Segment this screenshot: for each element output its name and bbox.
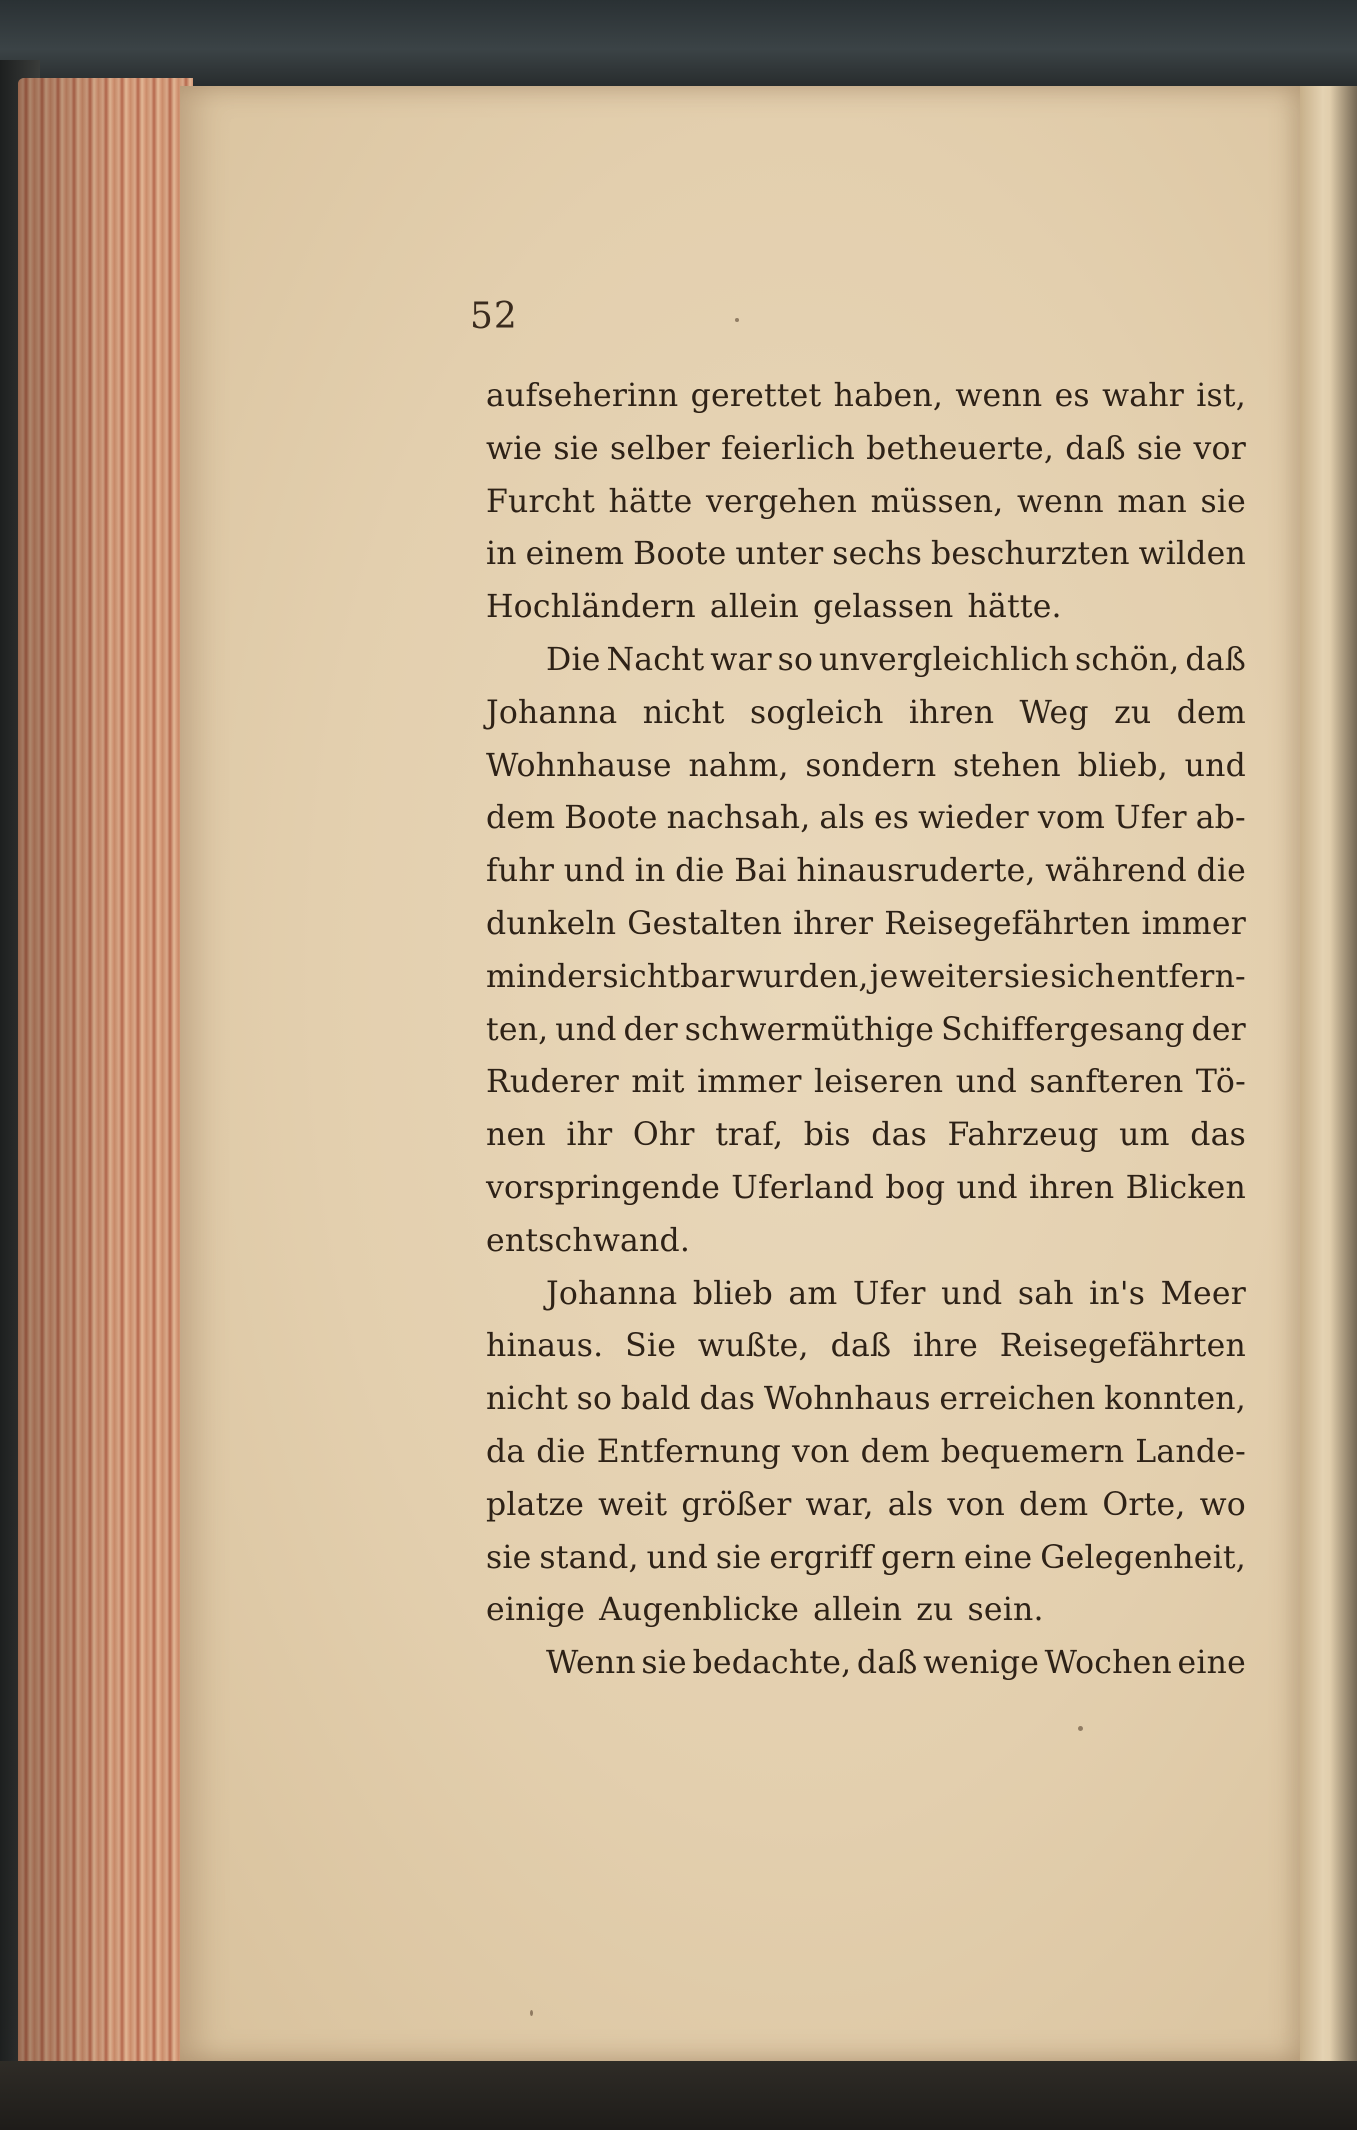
text-line [486, 792, 1246, 845]
text-word: ihren [1029, 1169, 1115, 1206]
text-word: und [563, 853, 626, 890]
text-word: entfern- [1116, 958, 1246, 995]
text-word: wo [1199, 1486, 1246, 1523]
text-word: vor [1193, 430, 1246, 467]
text-word: am [788, 1275, 838, 1312]
text-word: es [873, 800, 910, 837]
text-line [486, 951, 1246, 1004]
text-word: wahr [1102, 378, 1184, 414]
text-word: Ohr [632, 1117, 695, 1154]
text-word: war [710, 641, 772, 678]
text-word: der [623, 1011, 678, 1048]
text-word: Boote [564, 800, 658, 837]
text-line [486, 845, 1246, 898]
text-word: Johanna [486, 694, 618, 731]
text-line [486, 1479, 1246, 1532]
text-line [486, 634, 1246, 687]
text-word: wußte, [697, 1328, 809, 1365]
text-word: gerettet [690, 378, 822, 414]
text-word: Boote [633, 536, 727, 573]
text-word: es [1054, 378, 1090, 414]
text-word: gelassen [813, 589, 954, 626]
text-word: bog [885, 1169, 946, 1206]
text-word: sie [486, 1539, 532, 1576]
text-word: Reisegefährten [884, 905, 1131, 942]
text-word: als [887, 1486, 934, 1523]
text-word: vorspringende [486, 1169, 721, 1206]
text-word: während [1045, 853, 1187, 890]
text-word: allein [709, 589, 799, 626]
text-word: sondern [805, 747, 937, 784]
text-word: Bai [734, 853, 787, 890]
text-word: bald [620, 1381, 691, 1418]
text-word: Ufer [1114, 800, 1187, 837]
text-word: wurden, [735, 958, 869, 995]
text-word: wie [486, 430, 543, 467]
text-word: so [576, 1381, 613, 1418]
text-word: Ruderer [486, 1064, 619, 1101]
text-word: sichtbar [602, 958, 735, 995]
text-word: sah [1017, 1275, 1074, 1312]
text-word: die [1196, 853, 1246, 890]
text-word: sie [1136, 430, 1183, 467]
text-word: daß [856, 1645, 918, 1682]
text-line [486, 476, 1246, 529]
text-word: sie [1003, 958, 1050, 995]
text-word: je [869, 958, 899, 995]
text-word: nicht [642, 694, 725, 731]
text-word: zu [916, 1592, 954, 1629]
text-word: und [646, 1539, 708, 1576]
text-word: Orte, [1102, 1486, 1186, 1523]
text-word: Wenn [546, 1645, 636, 1682]
text-word: vergehen [706, 483, 858, 520]
text-word: eine [963, 1539, 1033, 1576]
text-word: schwermüthige [684, 1011, 935, 1048]
text-word: müssen, [870, 483, 1004, 520]
text-word: Hochländern [486, 589, 696, 626]
text-line [486, 1109, 1246, 1162]
text-word: größer [681, 1486, 792, 1523]
text-word: eine [1177, 1645, 1246, 1682]
text-word: blieb [692, 1275, 773, 1312]
text-line [486, 740, 1246, 793]
paper-speck [735, 318, 739, 322]
text-word: daß [1185, 641, 1246, 678]
text-word: gern [881, 1539, 956, 1576]
text-word: sein. [967, 1592, 1044, 1629]
text-word: Lande- [1135, 1433, 1246, 1470]
text-word: nen [486, 1117, 546, 1154]
text-word: so [777, 641, 814, 678]
text-word: wenn [1016, 483, 1104, 520]
text-word: haben, [833, 378, 944, 414]
text-line [486, 1320, 1246, 1373]
text-word: da [486, 1433, 526, 1470]
text-word: beschurzten [931, 536, 1130, 573]
text-word: dem [1176, 694, 1246, 731]
text-line [486, 898, 1246, 951]
text-line [486, 687, 1246, 740]
text-word: immer [697, 1064, 802, 1101]
text-word: von [947, 1486, 1005, 1523]
text-line [486, 1215, 1246, 1268]
text-word: die [675, 853, 725, 890]
text-line [486, 1532, 1246, 1585]
text-word: Nacht [606, 641, 705, 678]
text-word: weiter [899, 958, 1003, 995]
text-word: zu [1114, 694, 1152, 731]
text-word: wenige [923, 1645, 1040, 1682]
text-word: Meer [1160, 1275, 1246, 1312]
text-word: platze [486, 1486, 585, 1523]
text-word: dem [1019, 1486, 1089, 1523]
text-word: sechs [832, 536, 923, 573]
text-word: sie [553, 430, 599, 467]
text-word: der [1191, 1011, 1246, 1048]
text-word: sie [1200, 483, 1246, 520]
text-word: betheuerte, [866, 430, 1055, 467]
text-word: sanfteren [1029, 1064, 1184, 1101]
text-word: nachsah, [666, 800, 811, 837]
text-word: dem [486, 800, 556, 837]
text-word: das [871, 1117, 927, 1154]
text-word: bis [803, 1117, 851, 1154]
text-word: Wochen [1044, 1645, 1172, 1682]
text-word: Uferland [731, 1169, 875, 1206]
body-text [486, 370, 1246, 1690]
text-word: hätte [608, 483, 693, 520]
text-word: nahm, [688, 747, 789, 784]
text-word: daß [1065, 430, 1126, 467]
text-word: Augenblicke [599, 1592, 800, 1629]
text-word: blieb, [1077, 747, 1168, 784]
text-word: und [1184, 747, 1246, 784]
text-word: von [791, 1433, 850, 1470]
text-word: ihr [566, 1117, 613, 1154]
book-cover-top [0, 0, 1357, 90]
book-bottom-edge [0, 2061, 1357, 2130]
text-word: wieder [918, 800, 1029, 837]
text-word: Gestalten [627, 905, 783, 942]
text-word: mit [631, 1064, 685, 1101]
text-word: nicht [486, 1381, 568, 1418]
text-word: sie [715, 1539, 762, 1576]
text-word: Fahrzeug [947, 1117, 1099, 1154]
paper-speck [1078, 1726, 1083, 1731]
text-word: Gelegenheit, [1040, 1539, 1246, 1576]
text-word: die [536, 1433, 586, 1470]
text-word: ten, [486, 1011, 549, 1048]
text-line [486, 581, 1246, 634]
text-word: einem [525, 536, 625, 573]
text-word: fuhr [486, 853, 555, 890]
text-word: unter [735, 536, 824, 573]
text-word: dunkeln [486, 905, 617, 942]
text-word: vom [1037, 800, 1106, 837]
text-word: Reisegefährten [999, 1328, 1246, 1365]
text-word: Blicken [1125, 1169, 1246, 1206]
text-word: und [555, 1011, 617, 1048]
text-word: und [956, 1169, 1018, 1206]
text-word: Weg [1019, 694, 1089, 731]
text-word: konnten, [1104, 1381, 1246, 1418]
text-word: ihre [913, 1328, 978, 1365]
text-word: ab- [1195, 800, 1246, 837]
text-word: Schiffergesang [941, 1011, 1185, 1048]
paper-speck [530, 2010, 533, 2016]
text-word: war, [805, 1486, 874, 1523]
text-word: hätte. [967, 589, 1062, 626]
text-word: man [1117, 483, 1187, 520]
text-word: Johanna [546, 1275, 678, 1312]
text-word: stehen [953, 747, 1061, 784]
text-word: Wohnhause [486, 747, 672, 784]
text-word: Sie [625, 1328, 677, 1365]
text-word: Die [546, 641, 601, 678]
text-word: ihren [908, 694, 995, 731]
text-word: bedachte, [692, 1645, 852, 1682]
text-word: hinaus. [486, 1328, 604, 1365]
text-word: wenn [955, 378, 1043, 414]
text-word: in's [1089, 1275, 1146, 1312]
text-word: entschwand. [486, 1222, 691, 1259]
text-word: feierlich [721, 430, 856, 467]
text-word: unvergleichlich [819, 641, 1070, 678]
text-line [486, 1004, 1246, 1057]
text-word: in [486, 536, 517, 573]
text-word: Entfernung [596, 1433, 782, 1470]
text-word: selber [610, 430, 710, 467]
text-word: immer [1141, 905, 1246, 942]
text-line [486, 1637, 1246, 1690]
text-word: wilden [1138, 536, 1246, 573]
text-word: einige [486, 1592, 586, 1629]
text-line [486, 528, 1246, 581]
binding-shadow [1330, 86, 1357, 2130]
text-word: hinausruderte, [796, 853, 1036, 890]
text-word: aufseherinn [486, 378, 679, 414]
text-word: ist, [1196, 378, 1246, 414]
text-word: schön, [1074, 641, 1180, 678]
text-word: erreichen [939, 1381, 1096, 1418]
text-word: als [819, 800, 865, 837]
text-line [486, 423, 1246, 476]
text-word: traf, [715, 1117, 784, 1154]
text-line [486, 1268, 1246, 1321]
text-word: das [699, 1381, 756, 1418]
text-word: Furcht [486, 483, 595, 520]
text-line [486, 1162, 1246, 1215]
text-word: Wohnhaus [763, 1381, 931, 1418]
text-word: und [941, 1275, 1003, 1312]
text-word: sich [1050, 958, 1116, 995]
text-word: um [1119, 1117, 1170, 1154]
text-word: sie [641, 1645, 687, 1682]
text-word: minder [486, 958, 602, 995]
text-word: leiseren [814, 1064, 944, 1101]
text-line [486, 1373, 1246, 1426]
text-word: in [634, 853, 666, 890]
text-line [486, 370, 1246, 423]
text-line [486, 1426, 1246, 1479]
text-word: stand, [539, 1539, 639, 1576]
text-word: bequemern [940, 1433, 1125, 1470]
text-word: dem [860, 1433, 930, 1470]
text-word: Ufer [852, 1275, 926, 1312]
text-word: daß [830, 1328, 892, 1365]
text-word: weit [598, 1486, 668, 1523]
text-word: und [955, 1064, 1018, 1101]
text-line [486, 1584, 1246, 1637]
text-word: sogleich [749, 694, 884, 731]
text-word: allein [813, 1592, 903, 1629]
text-line [486, 1056, 1246, 1109]
page-number: 52 [470, 296, 518, 337]
page-edges-shade [18, 78, 193, 2078]
text-word: ihrer [793, 905, 874, 942]
text-word: das [1190, 1117, 1246, 1154]
text-word: Tö- [1195, 1064, 1246, 1101]
text-word: ergriff [769, 1539, 874, 1576]
